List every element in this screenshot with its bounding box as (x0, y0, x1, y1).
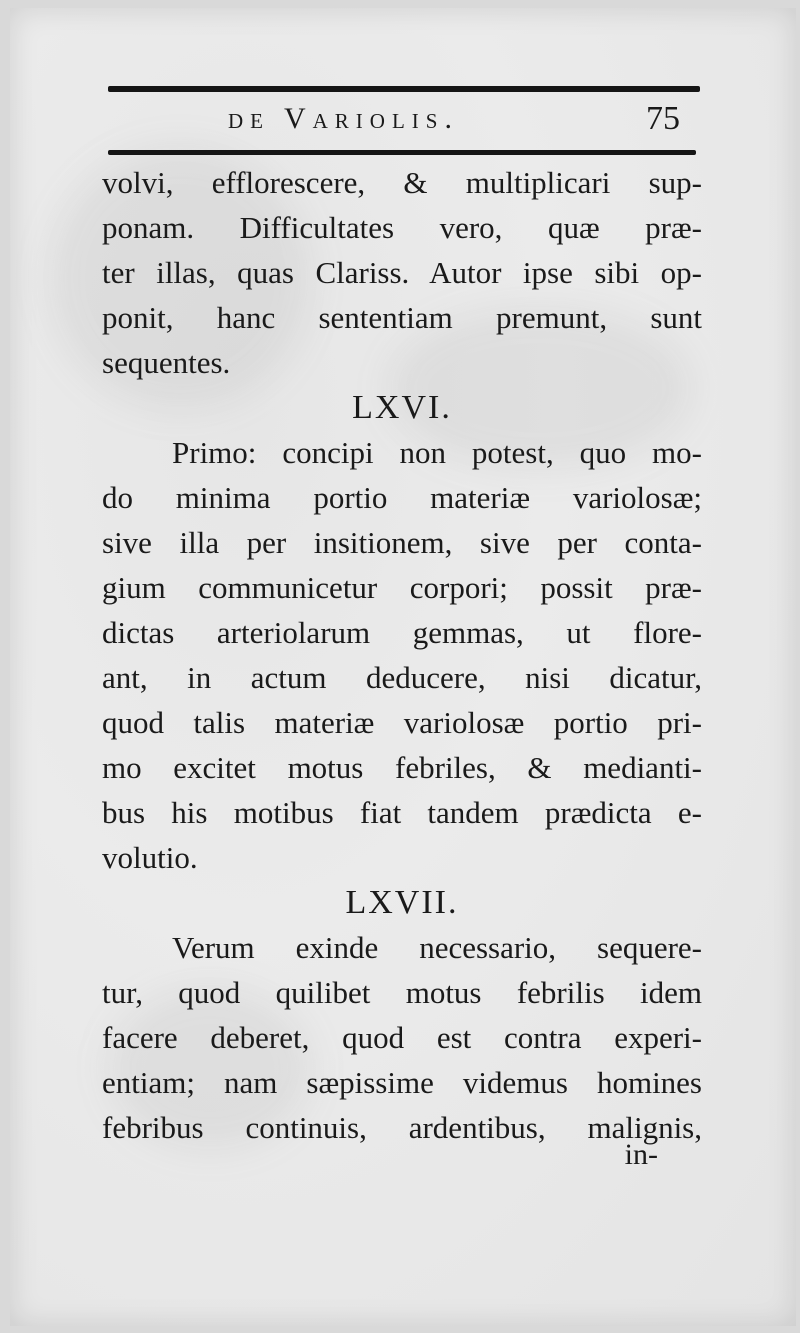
catchword: in- (624, 1138, 658, 1171)
text-line: do minima portio materiæ variolosæ; (102, 480, 702, 515)
header-rule-top (108, 86, 700, 92)
text-line: ponam. Difficultates vero, quæ præ- (102, 210, 702, 245)
text-line: febribus continuis, ardentibus, malignis, (102, 1110, 702, 1145)
text-line: facere deberet, quod est contra experi- (102, 1020, 702, 1055)
section-heading: LXVII. (345, 884, 459, 921)
text-line: quod talis materiæ variolosæ portio pri- (102, 705, 702, 740)
header-rule-bottom (108, 150, 696, 155)
running-title: de Variolis. (228, 102, 459, 135)
body-text (102, 160, 702, 1150)
text-line: entiam; nam sæpissime videmus homines (102, 1065, 702, 1100)
text-line: Verum exinde necessario, sequere- (172, 930, 702, 965)
text-line: Primo: concipi non potest, quo mo- (172, 435, 702, 470)
text-line: mo excitet motus febriles, & medianti- (102, 750, 702, 785)
text-line: volvi, efflorescere, & multiplicari sup- (102, 165, 702, 200)
text-line: gium communicetur corpori; possit præ- (102, 570, 702, 605)
text-line: bus his motibus fiat tandem prædicta e- (102, 795, 702, 830)
page-number: 75 (646, 100, 680, 137)
section-heading: LXVI. (352, 389, 452, 426)
text-line: sive illa per insitionem, sive per conta- (102, 525, 702, 560)
text-line: sequentes. (102, 345, 231, 380)
text-line: tur, quod quilibet motus febrilis idem (102, 975, 702, 1010)
text-line: ant, in actum deducere, nisi dicatur, (102, 660, 702, 695)
running-head (108, 100, 700, 144)
text-line: ponit, hanc sententiam premunt, sunt (102, 300, 702, 335)
text-line: ter illas, quas Clariss. Autor ipse sibi op- (102, 255, 702, 290)
text-line: dictas arteriolarum gemmas, ut flore- (102, 615, 702, 650)
text-line: volutio. (102, 840, 198, 875)
